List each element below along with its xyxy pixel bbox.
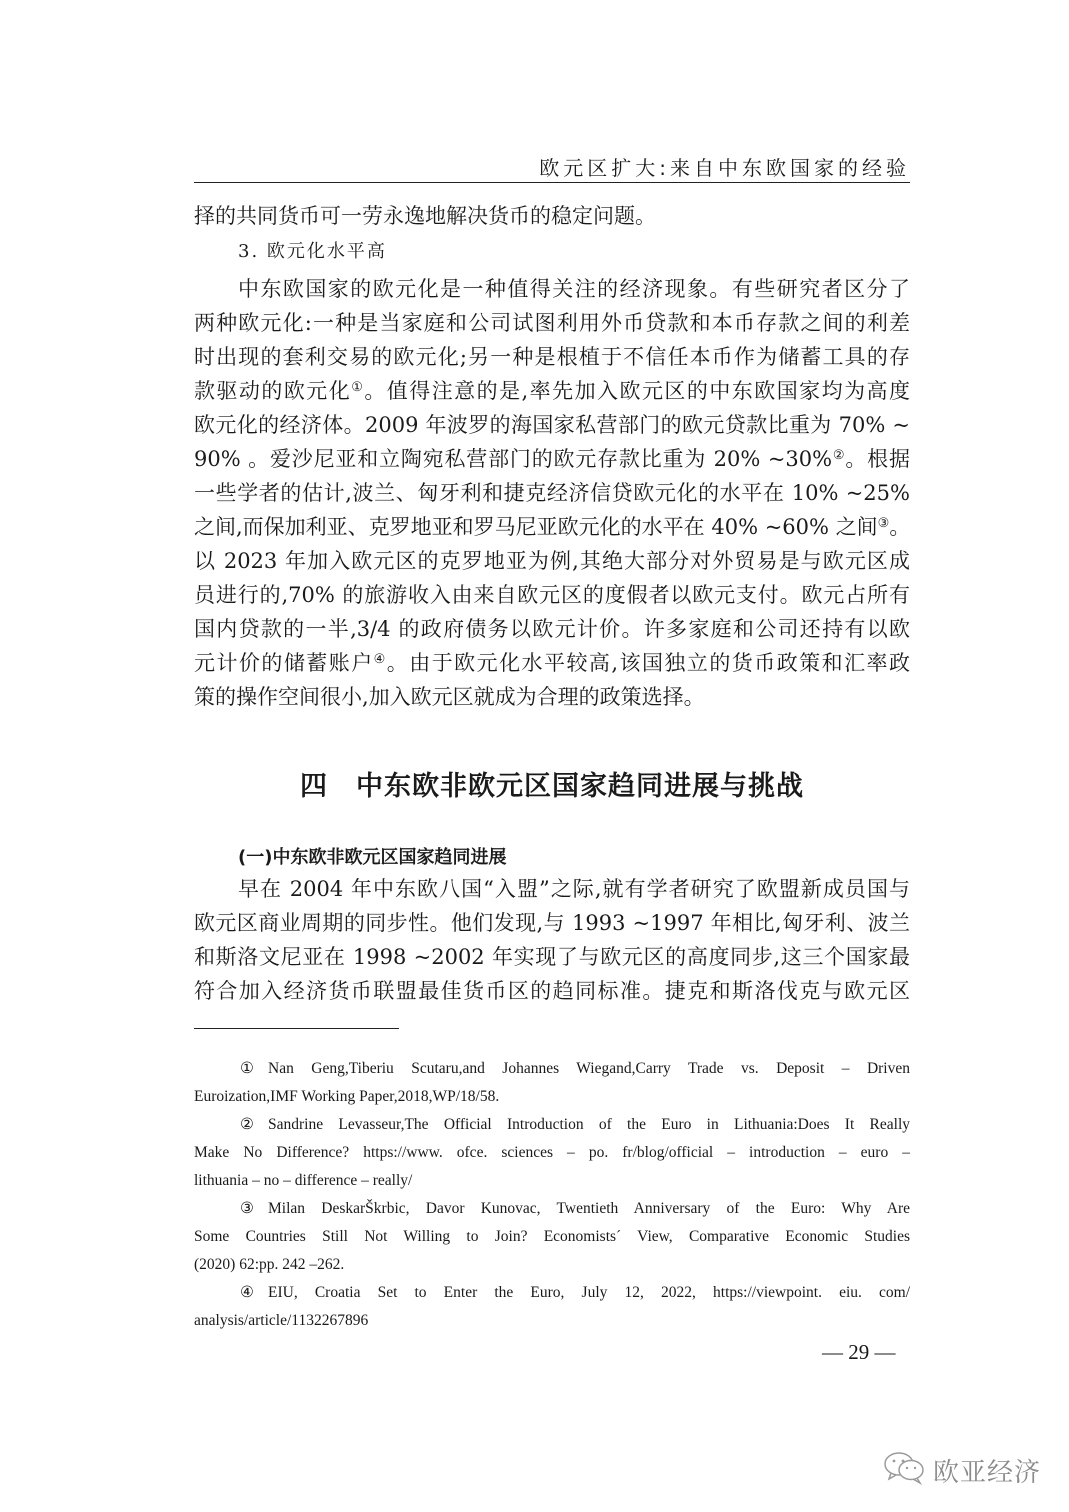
footnote-3 — [194, 1195, 910, 1279]
footnote-text: Milan DeskarŠkrbic, Davor Kunovac, Twentieth Anniversary of the Euro: Why Are — [268, 1200, 910, 1217]
text-line: 两种欧元化:一种是当家庭和公司试图利用外币贷款和本币存款之间的利差 — [194, 311, 910, 335]
footnote-mark: ③ — [240, 1200, 254, 1217]
footnote-text: Nan Geng,Tiberiu Scutaru,and Johannes Wiegand,Carry Trade vs. Deposit – Driven — [268, 1060, 910, 1077]
footnote-ref-2[interactable]: ② — [832, 448, 846, 463]
text-line: 和斯洛文尼亚在 1998 ~2002 年实现了与欧元区的高度同步,这三个国家最 — [194, 945, 910, 969]
footnote-2 — [194, 1111, 910, 1195]
text-line: 员进行的,70% 的旅游收入由来自欧元区的度假者以欧元支付。欧元占所有 — [194, 583, 910, 607]
footnote-line: lithuania – no – difference – really/ — [194, 1172, 413, 1189]
text-line: 时出现的套利交易的欧元化;另一种是根植于不信任本币作为储蓄工具的存 — [194, 345, 910, 369]
footnote-ref-4[interactable]: ④ — [373, 652, 387, 667]
text-line: 早在 2004 年中东欧八国“入盟”之际,就有学者研究了欧盟新成员国与 — [238, 877, 910, 901]
paragraph-continued — [194, 200, 910, 232]
footnote-ref-1[interactable]: ① — [351, 380, 365, 395]
footnote-mark: ② — [240, 1116, 254, 1133]
section-title: 四 中东欧非欧元区国家趋同进展与挑战 — [300, 771, 804, 802]
footnote-line — [194, 1111, 910, 1139]
text-segment: 。由于欧元化水平较高,该国独立的货币政策和汇率政 — [386, 651, 910, 675]
footnote-ref-3[interactable]: ③ — [877, 516, 890, 531]
footnote-line — [194, 1195, 910, 1223]
text-segment: 元计价的储蓄账户 — [194, 651, 374, 675]
footnote-line: Make No Difference? https://www. ofce. sciences – po. fr/blog/official – introduction – euro – — [194, 1144, 910, 1161]
subheading-text: 3. 欧元化水平高 — [238, 241, 387, 262]
text-segment: 90% 。爱沙尼亚和立陶宛私营部门的欧元存款比重为 20% ~30% — [194, 447, 833, 471]
footnote-mark: ④ — [240, 1284, 254, 1301]
subheading-3 — [194, 236, 910, 268]
footnote-line: Some Countries Still Not Willing to Join? Economists´ View, Comparative Economic Studies — [194, 1228, 910, 1245]
text-line: 择的共同货币可一劳永逸地解决货币的稳定问题。 — [194, 204, 656, 228]
footnote-mark: ① — [240, 1060, 254, 1077]
text-line: 符合加入经济货币联盟最佳货币区的趋同标准。捷克和斯洛伐克与欧元区 — [194, 979, 910, 1003]
footnote-4 — [194, 1279, 910, 1335]
text-line: 策的操作空间很小,加入欧元区就成为合理的政策选择。 — [194, 685, 705, 709]
text-line — [194, 374, 910, 408]
footnote-line: analysis/article/1132267896 — [194, 1312, 369, 1329]
footnote-line — [194, 1055, 910, 1083]
footnote-1 — [194, 1055, 910, 1111]
subsection-title: (一)中东欧非欧元区国家趋同进展 — [238, 847, 507, 868]
footnote-divider — [194, 1028, 399, 1029]
watermark — [883, 1450, 1041, 1490]
text-line — [194, 510, 910, 544]
text-line: 欧元化的经济体。2009 年波罗的海国家私营部门的欧元贷款比重为 70% ~ — [194, 413, 910, 437]
text-line: 一些学者的估计,波兰、匈牙利和捷克经济信贷欧元化的水平在 10% ~25% — [194, 481, 910, 505]
text-segment: 。根据 — [845, 447, 910, 471]
text-segment: 。值得注意的是,率先加入欧元区的中东欧国家均为高度 — [364, 379, 910, 403]
watermark-text: 欧亚经济 — [933, 1457, 1042, 1488]
text-line: 中东欧国家的欧元化是一种值得关注的经济现象。有些研究者区分了 — [238, 277, 910, 301]
text-line — [194, 646, 910, 680]
text-line: 以 2023 年加入欧元区的克罗地亚为例,其绝大部分对外贸易是与欧元区成 — [194, 549, 910, 573]
footnote-line: Euroization,IMF Working Paper,2018,WP/18/58. — [194, 1088, 500, 1105]
text-line: 国内贷款的一半,3/4 的政府债务以欧元计价。许多家庭和公司还持有以欧 — [194, 617, 910, 641]
running-head-title: 欧元区扩大:来自中东欧国家的经验 — [539, 156, 910, 180]
paragraph-convergence — [194, 872, 910, 1008]
footnotes — [194, 1055, 910, 1335]
text-line — [194, 442, 910, 476]
page-number: — 29 — — [822, 1340, 896, 1364]
footnote-text: Sandrine Levasseur,The Official Introduction of the Euro in Lithuania:Does It Really — [268, 1116, 910, 1133]
text-segment: 。 — [889, 515, 910, 539]
running-head — [194, 150, 910, 183]
text-segment: 之间,而保加利亚、克罗地亚和罗马尼亚欧元化的水平在 40% ~60% 之间 — [194, 515, 878, 539]
text-line: 欧元区商业周期的同步性。他们发现,与 1993 ~1997 年相比,匈牙利、波兰 — [194, 911, 910, 935]
footnote-line — [194, 1279, 910, 1307]
footnote-text: EIU, Croatia Set to Enter the Euro, July 12, 2022, https://viewpoint. eiu. com/ — [268, 1284, 910, 1301]
paragraph-euroization — [194, 272, 910, 714]
footnote-line: (2020) 62:pp. 242 –262. — [194, 1256, 345, 1273]
wechat-icon — [883, 1450, 927, 1490]
text-segment: 款驱动的欧元化 — [194, 379, 352, 403]
